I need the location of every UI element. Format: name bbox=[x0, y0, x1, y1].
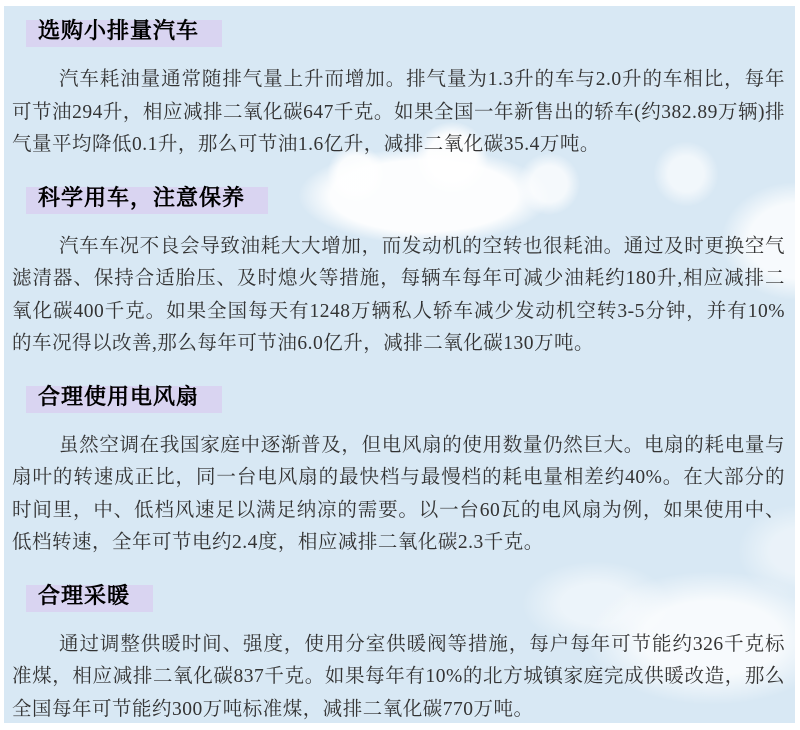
section-heading-text: 合理使用电风扇 bbox=[26, 380, 222, 413]
section-paragraph: 汽车耗油量通常随排气量上升而增加。排气量为1.3升的车与2.0升的车相比，每年可节油294升，相应减排二氧化碳647千克。如果全国一年新售出的轿车(约382.89万辆)排气量平均降低0.1升，那么可节油1.6亿升，减排二氧化碳35.4万吨。 bbox=[12, 69, 785, 155]
document-content bbox=[4, 6, 795, 726]
section-heading bbox=[26, 579, 785, 612]
section-heading bbox=[26, 181, 785, 214]
section-paragraph: 汽车车况不良会导致油耗大大增加，而发动机的空转也很耗油。通过及时更换空气滤清器、保持合适胎压、及时熄火等措施，每辆车每年可减少油耗约180升,相应减排二氧化碳400千克。如果全国每天有1248万辆私人轿车减少发动机空转3-5分钟，并有10%的车况得以改善,那么每年可节油6.0亿升，减排二氧化碳130万吨。 bbox=[12, 235, 785, 354]
cloud-background bbox=[4, 6, 795, 723]
section-heading bbox=[26, 14, 785, 47]
section-paragraph: 通过调整供暖时间、强度，使用分室供暖阀等措施，每户每年可节能约326千克标准煤，相应减排二氧化碳837千克。如果每年有10%的北方城镇家庭完成供暖改造，那么全国每年可节能约300万吨标准煤，减排二氧化碳770万吨。 bbox=[12, 633, 785, 720]
section-car-maintenance bbox=[12, 181, 785, 361]
section-heating bbox=[12, 579, 785, 727]
section-heading-text: 选购小排量汽车 bbox=[26, 14, 222, 47]
section-heading-text: 合理采暖 bbox=[26, 579, 153, 612]
section-heading bbox=[26, 380, 785, 413]
section-heading-text: 科学用车，注意保养 bbox=[26, 181, 268, 214]
section-paragraph: 虽然空调在我国家庭中逐渐普及，但电风扇的使用数量仍然巨大。电扇的耗电量与扇叶的转速成正比，同一台电风扇的最快档与最慢档的耗电量相差约40%。在大部分的时间里，中、低档风速足以满足纳凉的需要。以一台60瓦的电风扇为例，如果使用中、低档转速，全年可节电约2.4度，相应减排二氧化碳2.3千克。 bbox=[12, 434, 785, 553]
section-small-displacement-car bbox=[12, 14, 785, 162]
section-electric-fan bbox=[12, 380, 785, 560]
